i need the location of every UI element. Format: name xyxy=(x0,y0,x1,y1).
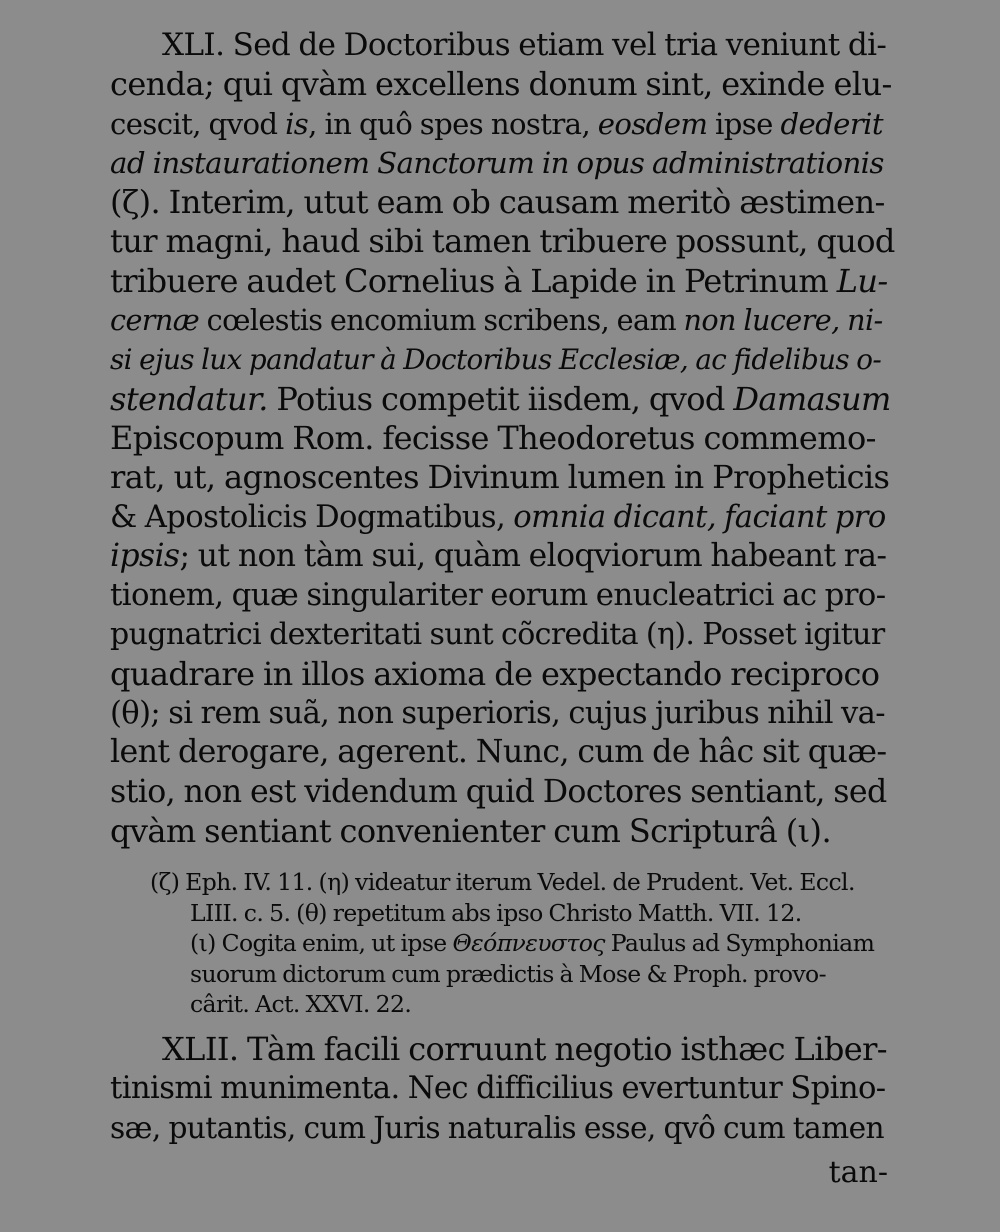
text-line: (θ); si rem suã, non superioris, cujus juribus nihil va- xyxy=(110,696,885,732)
text-line: quadrare in illos axioma de expectando reciproco xyxy=(110,654,880,693)
text-line: tur magni, haud sibi tamen tribuere possunt, quod xyxy=(110,222,895,261)
text-line: ad instaurationem Sanctorum in opus administrationis xyxy=(110,145,884,180)
text-line: & Apostolicis Dogmatibus, omnia dicant, faciant pro xyxy=(110,499,886,535)
text-line: XLII. Tàm facili corruunt negotio isthæc Liber- xyxy=(162,1030,887,1068)
text-line: stendatur. Potius competit iisdem, qvod Damasum xyxy=(110,379,891,418)
text-line: XLI. Sed de Doctoribus etiam vel tria veniunt di- xyxy=(162,27,887,63)
text-line: lent derogare, agerent. Nunc, cum de hâc sit quæ- xyxy=(110,734,887,771)
text-line: cescit, qvod is, in quô spes nostra, eosdem ipse dederit xyxy=(110,106,883,141)
footnote-line: suorum dictorum cum prædictis à Mose & Proph. provo- xyxy=(190,959,826,988)
text-line: cenda; qui qvàm excellens donum sint, exinde elu- xyxy=(110,65,892,104)
text-line: cernæ cœlestis encomium scribens, eam non lucere, ni- xyxy=(110,303,883,338)
text-line: tribuere audet Cornelius à Lapide in Petrinum Lu- xyxy=(110,261,888,300)
footnotes xyxy=(150,867,898,1020)
text-line: si ejus lux pandatur à Doctoribus Ecclesiæ, ac fidelibus o- xyxy=(110,343,882,377)
catchword: tan- xyxy=(828,1155,888,1190)
text-line: (ζ). Interim, utut eam ob causam meritò æstimen- xyxy=(110,183,885,222)
footnote-line: (ι) Cogita enim, ut ipse Θεόπνευστος Paulus ad Symphoniam xyxy=(190,929,875,957)
text-line: sæ, putantis, cum Juris naturalis esse, qvô cum tamen xyxy=(110,1110,884,1145)
text-line: tionem, quæ singulariter eorum enucleatrici ac pro- xyxy=(110,577,886,614)
text-line: pugnatrici dexteritati sunt cõcredita (η). Posset igitur xyxy=(110,617,885,653)
paragraph-41 xyxy=(110,26,895,851)
text-line: Episcopum Rom. fecisse Theodoretus commemo- xyxy=(110,418,876,457)
text-line: ipsis; ut non tàm sui, quàm eloqviorum habeant ra- xyxy=(110,537,887,574)
text-line: stio, non est videndum quid Doctores sentiant, sed xyxy=(110,773,887,810)
text-line: rat, ut, agnoscentes Divinum lumen in Propheticis xyxy=(110,458,890,497)
text-line: tinismi munimenta. Nec difficilius evertuntur Spino- xyxy=(110,1071,886,1107)
paragraph-42 xyxy=(110,1030,895,1148)
footnote-line: cârit. Act. XXVI. 22. xyxy=(190,990,412,1018)
text-line: qvàm sentiant convenienter cum Scripturâ (ι). xyxy=(110,811,832,850)
footnote-line: LIII. c. 5. (θ) repetitum abs ipso Christo Matth. VII. 12. xyxy=(190,898,802,927)
footnote-line: (ζ) Eph. IV. 11. (η) videatur iterum Vedel. de Prudent. Vet. Eccl. xyxy=(150,868,855,896)
